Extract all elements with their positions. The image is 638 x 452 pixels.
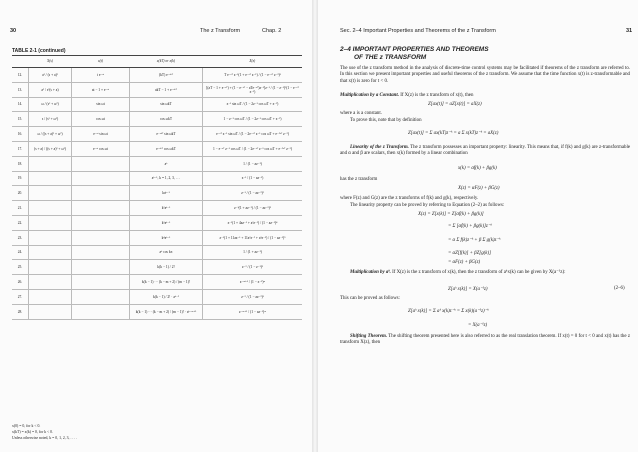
table-cell-time-xt: t e⁻ᵃᵗ: [72, 68, 130, 83]
table-cell-laplace-xs: [29, 186, 72, 201]
table-cell-discrete-xk: kaᵏ⁻¹: [130, 186, 203, 201]
table-cell-laplace-xs: [29, 171, 72, 186]
table-row: [12, 141, 302, 156]
table-cell-laplace-xs: [29, 230, 72, 245]
equation-ak-proof-2: = X(a⁻¹z): [468, 323, 488, 328]
footnote-2: x(kT) = x(k) = 0, for k < 0.: [12, 430, 54, 434]
table-cell-z-transform-xz: [(aT − 1 + e⁻ᵃᵀ) + (1 − e⁻ᵃᵀ − aTe⁻ᵃᵀ)z⁻¹]z⁻¹ / (1 − z⁻¹)²(1 − e⁻ᵃᵀ z⁻¹): [203, 82, 303, 97]
table-cell-time-xt: cos ωt: [72, 112, 130, 127]
table-cell-discrete-xk: akT − 1 + e⁻ᵃᵏᵀ: [130, 82, 203, 97]
table-cell-discrete-xk: k²aᵏ⁻¹: [130, 201, 203, 216]
table-cell-row-number: 25.: [12, 260, 29, 275]
section-title-line-1: 2–4 IMPORTANT PROPERTIES AND THEOREMS: [340, 46, 489, 53]
shifting-theorem-paragraph: [340, 334, 630, 347]
table-cell-row-number: 13.: [12, 82, 29, 97]
table-row: [12, 156, 302, 171]
table-cell-discrete-xk: k(k − 1) / 2!: [130, 260, 203, 275]
linearity-heading: Linearity of the z Transform.: [350, 145, 409, 150]
table-cell-row-number: 20.: [12, 186, 29, 201]
multiplication-ak-text: If X(z) is the z transform of x(k), then the z transform of aᵏx(k) can be given by X(a⁻¹z):: [390, 270, 566, 275]
table-cell-row-number: 16.: [12, 127, 29, 142]
table-cell-row-number: 21.: [12, 201, 29, 216]
table-cell-discrete-xk: aᵏ cos kπ: [130, 245, 203, 260]
table-cell-z-transform-xz: z⁻¹(1 + az⁻¹) / (1 − az⁻¹)³: [203, 201, 303, 216]
table-cell-laplace-xs: [29, 245, 72, 260]
table-cell-discrete-xk: e⁻ᵃᵏᵀ cos ωkT: [130, 141, 203, 156]
multiplication-constant-heading: Multiplication by a Constant.: [340, 93, 399, 98]
table-cell-discrete-xk: k(k − 1) ··· (k − m + 2) / (m − 1)! · aᵏ⁻ᵐ⁺¹: [130, 304, 203, 319]
table-cell-row-number: 27.: [12, 289, 29, 304]
table-cell-time-xt: [72, 245, 130, 260]
table-cell-time-xt: e⁻ᵃᵗ cos ωt: [72, 141, 130, 156]
constant-note: where a is a constant.: [340, 111, 382, 116]
table-cell-laplace-xs: ω / ((s + a)² + ω²): [29, 127, 72, 142]
table-row: [12, 82, 302, 97]
table-row: [12, 97, 302, 112]
section-running-head: Sec. 2–4 Important Properties and Theorems of the z Transform: [340, 28, 496, 34]
chapter-title: The z Transform: [200, 28, 241, 34]
z-transform-table: [12, 55, 302, 320]
table-cell-time-xt: [72, 215, 130, 230]
table-row: [12, 215, 302, 230]
table-cell-z-transform-xz: z⁻¹(1 + 11az⁻¹ + 11a²z⁻² + a³z⁻³) / (1 − az⁻¹)⁵: [203, 230, 303, 245]
table-cell-z-transform-xz: 1 − e⁻ᵃᵀ z⁻¹ cos ωT / (1 − 2e⁻ᵃᵀ z⁻¹ cos ωT + e⁻²ᵃᵀ z⁻²): [203, 141, 303, 156]
table-cell-z-transform-xz: z⁻¹ sin ωT / (1 − 2z⁻¹ cos ωT + z⁻²): [203, 97, 303, 112]
left-page-number: 30: [10, 28, 17, 34]
footnote-1: x(0) = 0, for k < 0.: [12, 424, 41, 428]
equation-linearity-proof-4: = αZ[f(k)] + βZ[g(k)]: [448, 251, 491, 256]
table-cell-z-transform-xz: z⁻ᵐ⁺¹ / (1 − az⁻¹)ᵐ: [203, 304, 303, 319]
section-title: [340, 46, 489, 62]
table-cell-laplace-xs: [29, 275, 72, 290]
equation-number-2-6: (2–6): [614, 286, 625, 291]
table-row: [12, 112, 302, 127]
multiplication-ak-paragraph: [340, 270, 630, 276]
table-cell-discrete-xk: k(k − 1) / 2! · aᵏ⁻²: [130, 289, 203, 304]
equation-ak-proof-1: Z[aᵏ x(k)] = Σ aᵏ x(k)z⁻ᵏ = Σ x(k)(a⁻¹z)⁻ᵏ: [408, 309, 489, 314]
table-cell-z-transform-xz: 1 / (1 − az⁻¹): [203, 156, 303, 171]
table-cell-discrete-xk: e⁻ᵃᵏᵀ sin ωkT: [130, 127, 203, 142]
table-cell-row-number: 17.: [12, 141, 29, 156]
intro-paragraph: The use of the z transform method in the analysis of discrete-time control systems may be facilitated if theorems of the z transform are referred to. In this section we present important properties and useful theorems of the z transform. We assume that the time function x(t) is z-transformable and that x(t) is zero for t < 0.: [340, 66, 630, 84]
table-cell-discrete-xk: k(k − 1) ··· (k − m + 2) / (m − 1)!: [130, 275, 203, 290]
table-cell-time-xt: [72, 156, 130, 171]
table-cell-discrete-xk: k⁴aᵏ⁻¹: [130, 230, 203, 245]
table-row: [12, 68, 302, 83]
table-cell-discrete-xk: sin ωkT: [130, 97, 203, 112]
table-cell-time-xt: [72, 201, 130, 216]
table-header-xs: X(s): [29, 56, 72, 68]
table-cell-z-transform-xz: e⁻ᵃᵀ z⁻¹ sin ωT / (1 − 2e⁻ᵃᵀ z⁻¹ cos ωT + e⁻²ᵃᵀ z⁻²): [203, 127, 303, 142]
table-cell-row-number: 14.: [12, 97, 29, 112]
table-header-xt: x(t): [72, 56, 130, 68]
ak-proof-intro: This can be proved as follows:: [340, 296, 400, 301]
table-cell-time-xt: at − 1 + e⁻ᵃᵗ: [72, 82, 130, 97]
table-row: [12, 245, 302, 260]
table-cell-time-xt: e⁻ᵃᵗ sin ωt: [72, 127, 130, 142]
table-row: [12, 289, 302, 304]
table-header-xz: X(z): [203, 56, 303, 68]
table-cell-time-xt: [72, 260, 130, 275]
table-cell-laplace-xs: [29, 289, 72, 304]
table-cell-discrete-xk: (kT) e⁻ᵃᵏᵀ: [130, 68, 203, 83]
table-row: [12, 186, 302, 201]
table-row: [12, 260, 302, 275]
table-cell-discrete-xk: aᵏ: [130, 156, 203, 171]
linearity-result-intro: has the z transform: [340, 177, 378, 182]
table-cell-discrete-xk: aᵏ⁻¹, k = 1, 2, 3, . . .: [130, 171, 203, 186]
table-row: [12, 304, 302, 319]
equation-linearity-proof-1: X(z) = Z[x(k)] = Z[αf(k) + βg(k)]: [418, 212, 484, 217]
table-cell-laplace-xs: s / (s² + ω²): [29, 112, 72, 127]
equation-linearity: X(z) = αF(z) + βG(z): [458, 186, 500, 191]
table-cell-z-transform-xz: z⁻ᵐ⁺¹ / (1 − z⁻¹)ᵐ: [203, 275, 303, 290]
footnote-3: Unless otherwise noted, k = 0, 1, 2, 3, . . . .: [12, 436, 78, 440]
table-cell-z-transform-xz: z⁻¹ / (1 − az⁻¹)²: [203, 186, 303, 201]
table-cell-laplace-xs: [29, 215, 72, 230]
table-cell-laplace-xs: [29, 156, 72, 171]
shifting-theorem-heading: Shifting Theorem.: [350, 334, 388, 339]
table-cell-time-xt: sin ωt: [72, 97, 130, 112]
shifting-theorem-text: The shifting theorem presented here is also referred to as the real translation theorem. If x(t) = 0 for t < 0 and x(t) has the z transform X(z), then: [340, 334, 630, 346]
table-row: [12, 201, 302, 216]
multiplication-constant-text: If X(z) is the z transform of x(t), then: [398, 93, 474, 98]
table-cell-laplace-xs: a² / (s + a)²: [29, 68, 72, 83]
table-cell-row-number: 26.: [12, 275, 29, 290]
equation-linearity-proof-5: = αF(z) + βG(z): [448, 260, 481, 265]
left-page: [0, 0, 312, 452]
right-page: [318, 0, 638, 452]
table-header-xk: x(kT) or x(k): [130, 56, 203, 68]
table-cell-z-transform-xz: z⁻² / (1 − az⁻¹)³: [203, 289, 303, 304]
right-page-number: 31: [626, 28, 633, 34]
table-header-number: [12, 56, 29, 68]
table-cell-laplace-xs: (s + a) / ((s + a)² + ω²): [29, 141, 72, 156]
table-row: [12, 230, 302, 245]
table-row: [12, 171, 302, 186]
table-cell-row-number: 18.: [12, 156, 29, 171]
proof-intro: To prove this, note that by definition: [350, 118, 422, 123]
multiplication-constant-paragraph: [340, 93, 630, 99]
equation-linear-combination: x(k) = αf(k) + βg(k): [458, 166, 497, 171]
table-cell-laplace-xs: ω / (s² + ω²): [29, 97, 72, 112]
table-row: [12, 275, 302, 290]
table-cell-z-transform-xz: T e⁻ᵃᵀ z⁻¹(1 + e⁻ᵃᵀ z⁻¹) / (1 − e⁻ᵃᵀ z⁻¹)³: [203, 68, 303, 83]
table-cell-discrete-xk: k³aᵏ⁻¹: [130, 215, 203, 230]
linearity-where: where F(z) and G(z) are the z transforms of f(k) and g(k), respectively.: [340, 196, 479, 201]
table-cell-time-xt: [72, 304, 130, 319]
equation-multiplication-ak: Z[aᵏ x(k)] = X(a⁻¹z): [448, 287, 488, 292]
table-cell-row-number: 15.: [12, 112, 29, 127]
linearity-proof-intro: The linearity property can be proved by referring to Equation (2–2) as follows:: [350, 203, 505, 208]
table-cell-z-transform-xz: 1 − z⁻¹ cos ωT / (1 − 2z⁻¹ cos ωT + z⁻²): [203, 112, 303, 127]
linearity-text: The z transform possesses an important property: linearity. This means that, if f(k) and g(k) are z-transformable and α and β are scalars, then x(k) formed by a linear combination: [340, 145, 630, 157]
linearity-paragraph: [340, 145, 630, 158]
table-cell-z-transform-xz: z⁻² / (1 − z⁻¹)³: [203, 260, 303, 275]
table-cell-row-number: 23.: [12, 230, 29, 245]
table-header-row: [12, 56, 302, 68]
table-row: [12, 127, 302, 142]
table-cell-z-transform-xz: z⁻¹ / (1 − az⁻¹): [203, 171, 303, 186]
section-title-line-2: OF THE z TRANSFORM: [354, 53, 427, 61]
table-cell-row-number: 22.: [12, 215, 29, 230]
table-cell-laplace-xs: a² / s²(s + a): [29, 82, 72, 97]
table-cell-time-xt: [72, 230, 130, 245]
table-cell-laplace-xs: [29, 201, 72, 216]
equation-constant-proof: Z[ax(t)] = Σ ax(kT)z⁻ᵏ = a Σ x(kT)z⁻ᵏ = aX(z): [408, 131, 499, 136]
table-cell-time-xt: [72, 275, 130, 290]
equation-constant: Z[ax(t)] = aZ[x(t)] = aX(z): [428, 102, 482, 107]
chapter-number: Chap. 2: [262, 28, 282, 34]
table-cell-time-xt: [72, 171, 130, 186]
table-cell-row-number: 12.: [12, 68, 29, 83]
table-cell-row-number: 19.: [12, 171, 29, 186]
table-cell-z-transform-xz: z⁻¹(1 + 4az⁻¹ + a²z⁻²) / (1 − az⁻¹)⁴: [203, 215, 303, 230]
equation-linearity-proof-2: = Σ [αf(k) + βg(k)]z⁻ᵏ: [448, 224, 492, 229]
table-cell-laplace-xs: [29, 304, 72, 319]
table-cell-z-transform-xz: 1 / (1 + az⁻¹): [203, 245, 303, 260]
table-title: TABLE 2-1 (continued): [12, 48, 66, 54]
table-cell-laplace-xs: [29, 260, 72, 275]
table-cell-row-number: 24.: [12, 245, 29, 260]
multiplication-ak-heading: Multiplication by aᵏ.: [350, 270, 391, 275]
equation-linearity-proof-3: = α Σ f(k)z⁻ᵏ + β Σ g(k)z⁻ᵏ: [448, 238, 501, 243]
table-cell-time-xt: [72, 186, 130, 201]
table-cell-time-xt: [72, 289, 130, 304]
table-cell-row-number: 28.: [12, 304, 29, 319]
table-cell-discrete-xk: cos ωkT: [130, 112, 203, 127]
